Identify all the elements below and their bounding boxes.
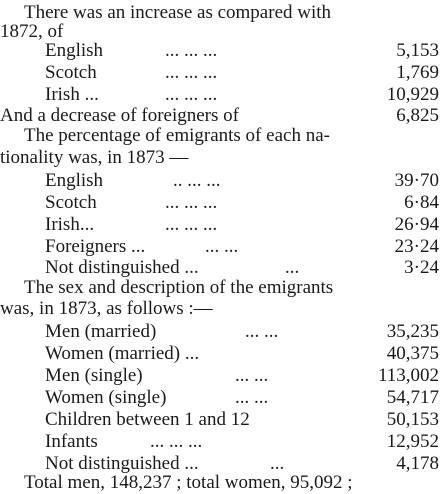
leader-dots: .. ... ... (173, 170, 221, 191)
text-line (0, 472, 445, 494)
text-line (0, 125, 445, 147)
row-value: 5,153 (396, 40, 439, 61)
leader-dots: ... ... ... (150, 431, 203, 452)
leader-dots: ... ... ... (165, 84, 218, 105)
row-value: 54,717 (386, 387, 439, 408)
paragraph-text: tionality was, in 1873 — (0, 147, 189, 168)
row-label: Women (married) ... (45, 343, 200, 364)
text-line (0, 277, 445, 299)
leader-dots: ... (285, 257, 300, 278)
row-label: Infants (45, 431, 98, 452)
row-label: Foreigners ... (45, 236, 146, 257)
row-value: 26·94 (394, 214, 439, 235)
row-label: English (45, 40, 104, 61)
row-value: 3·24 (404, 257, 439, 278)
paragraph-text: Total men, 148,237 ; total women, 95,092 ; (24, 472, 353, 493)
row-value: 6·84 (404, 192, 439, 213)
table-row (0, 170, 445, 192)
text-line (0, 147, 445, 169)
row-label: Irish... (45, 214, 95, 235)
row-label: Not distinguished ... (45, 453, 199, 474)
paragraph-text: The percentage of emigrants of each na- (24, 125, 330, 146)
leader-dots: ... ... ... (165, 62, 218, 83)
row-label: Irish ... (45, 84, 99, 105)
table-row (0, 62, 445, 84)
row-value: 39·70 (394, 170, 439, 191)
table-row (0, 343, 445, 365)
table-row (0, 192, 445, 214)
leader-dots: ... ... (205, 236, 239, 257)
row-label: Scotch (45, 62, 97, 83)
row-label: Scotch (45, 192, 97, 213)
leader-dots: ... ... ... (165, 192, 218, 213)
paragraph-text: was, in 1873, as follows :— (0, 298, 213, 319)
table-row (0, 214, 445, 236)
row-label: Women (single) (45, 387, 167, 408)
leader-dots: ... ... (235, 365, 269, 386)
leader-dots: ... ... (245, 321, 279, 342)
table-row (0, 387, 445, 409)
row-label: Not distinguished ... (45, 257, 199, 278)
row-value: 1,769 (396, 62, 439, 83)
table-row (0, 431, 445, 453)
text-line (0, 298, 445, 320)
row-label: Men (single) (45, 365, 143, 386)
paragraph-text: The sex and description of the emigrants (24, 277, 334, 298)
table-row (0, 105, 445, 127)
row-value: 35,235 (386, 321, 439, 342)
table-row (0, 365, 445, 387)
paragraph-text: 1872, of (0, 21, 64, 42)
row-value: 10,929 (386, 84, 439, 105)
row-label: And a decrease of foreigners of (0, 105, 239, 126)
leader-dots: ... ... (235, 387, 269, 408)
row-value: 40,375 (386, 343, 439, 364)
row-value: 6,825 (396, 105, 439, 126)
table-row (0, 40, 445, 62)
row-value: 23·24 (394, 236, 439, 257)
leader-dots: ... ... ... (165, 214, 218, 235)
row-value: 113,002 (377, 365, 439, 386)
table-row (0, 84, 445, 106)
paragraph-text: There was an increase as compared with (24, 2, 332, 23)
row-label: Children between 1 and 12 (45, 409, 250, 430)
table-row (0, 236, 445, 258)
table-row (0, 257, 445, 279)
row-value: 12,952 (386, 431, 439, 452)
row-label: Men (married) (45, 321, 157, 342)
leader-dots: ... ... ... (165, 40, 218, 61)
table-row (0, 409, 445, 431)
table-row (0, 321, 445, 343)
row-value: 50,153 (386, 409, 439, 430)
row-label: English (45, 170, 104, 191)
leader-dots: ... (270, 453, 285, 474)
row-value: 4,178 (396, 453, 439, 474)
